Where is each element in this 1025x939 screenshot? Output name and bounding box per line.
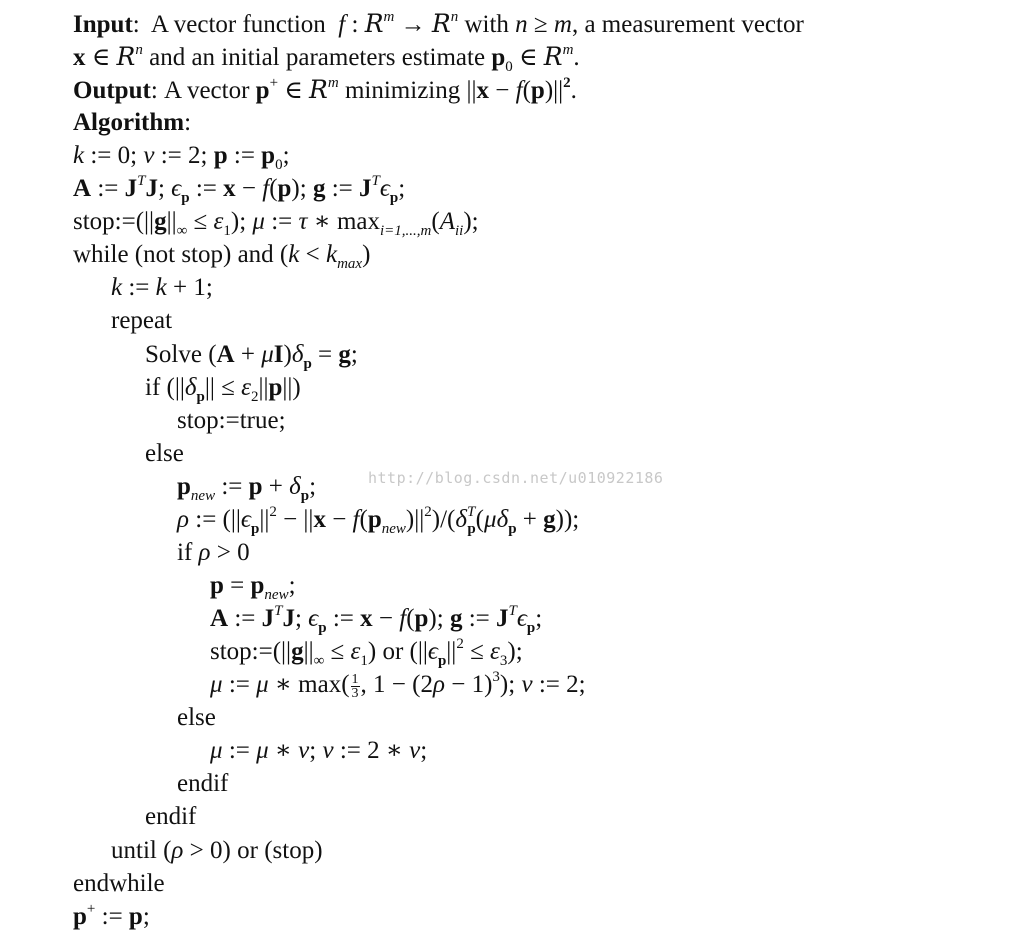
if-rho-word: if bbox=[177, 539, 193, 566]
until-word: until bbox=[111, 837, 157, 864]
while-word: while (not stop) and ( bbox=[73, 241, 289, 268]
input-line: Input: A vector function f : $R^m \to R^n$ with n ≥ m, a measurement vector bbox=[73, 9, 804, 38]
output-desc: A vector bbox=[164, 77, 250, 104]
minimizing-word: minimizing bbox=[344, 77, 461, 104]
init-line: k := 0; ν := 2; p := $p_0$; bbox=[73, 142, 290, 173]
matrix-init-line: A := $J^TJ$; $\epsilon_p$ := x − f(p); g := $J^T\epsilon_p$; bbox=[73, 173, 406, 206]
algorithm-line: Algorithm: bbox=[73, 109, 192, 136]
endwhile-line bbox=[73, 868, 165, 900]
result-line: p+ := p; bbox=[73, 901, 150, 930]
else-word: else bbox=[145, 440, 184, 467]
stop-update-word: stop:=( bbox=[210, 638, 282, 665]
k-increment-line: k := k + 1; bbox=[111, 274, 213, 301]
rho-line: ρ := $(||\epsilon_p||^2 - ||x - f(p_{new})||^2)/(\delta^T_p(\mu\delta_p + g))$; bbox=[177, 504, 580, 537]
watermark-url: http://blog.csdn.net/u010922186 bbox=[368, 469, 664, 487]
else-line bbox=[145, 438, 184, 470]
until-or-word: or bbox=[237, 837, 258, 864]
until-line: until (ρ > 0) or (stop) bbox=[111, 837, 323, 864]
output-line: Output: A vector p+ ∈ $R^m$ minimizing $||x - f(p)||^2$. bbox=[73, 75, 577, 104]
stop-word: stop:=( bbox=[73, 208, 145, 235]
mu-update-line: μ := μ ∗ max( $\frac{1}{3}$ , $1 - (2\rho - 1)^3$); ν := 2; bbox=[210, 669, 586, 701]
if-word: if ( bbox=[145, 374, 175, 401]
stop-init-line: $stop:=(||g||_\infty \le \varepsilon_1)$; μ := τ ∗ $\max_{i=1,...,m}(A_{ii})$; bbox=[73, 208, 479, 239]
max-word: max bbox=[298, 671, 342, 698]
solve-word: Solve bbox=[145, 341, 202, 368]
p-new-line: $p_{new}$ := $p + \delta_p$; bbox=[177, 473, 317, 504]
outer-endif-line bbox=[145, 801, 196, 833]
inner-else-word: else bbox=[177, 704, 216, 731]
inner-endif-line bbox=[177, 768, 228, 800]
repeat-word: repeat bbox=[111, 307, 173, 334]
if-rho-line: if ρ > 0 bbox=[177, 539, 250, 566]
matrix-update-line: A := $J^TJ$; $\epsilon_p$ := x − f(p); g := $J^T\epsilon_p$; bbox=[210, 603, 543, 636]
inner-endif-word: endif bbox=[177, 770, 229, 797]
with-word: with bbox=[464, 11, 509, 38]
outer-endif-word: endif bbox=[145, 803, 197, 830]
output-heading: Output bbox=[73, 77, 151, 104]
stop-true-line bbox=[177, 405, 286, 437]
p-assign-line: $p = p_{new}$; bbox=[210, 572, 296, 603]
input-heading: Input bbox=[73, 11, 133, 38]
stop-or-word: or bbox=[382, 638, 404, 665]
stop-update-line: $stop:=(||g||_\infty \le \varepsilon_1)$ or $(||\epsilon_p||^2 \le \varepsilon_3)$; bbox=[210, 636, 523, 669]
inner-else-line bbox=[177, 702, 216, 734]
input-desc-3: and an initial parameters estimate bbox=[149, 44, 486, 71]
repeat-line bbox=[111, 305, 172, 337]
stop-true: stop:=true; bbox=[177, 407, 286, 434]
solve-line: Solve $(A + \mu I)\delta_p = g$; bbox=[145, 341, 358, 372]
one-third-fraction: $\frac{1}{3}$ bbox=[351, 671, 359, 701]
until-stop-word: (stop) bbox=[264, 837, 323, 864]
input-line-2: x ∈ $R^n$ and an initial parameters estimate $p_0$ ∈ $R^m$. bbox=[73, 42, 580, 75]
mu-nu-line: μ := μ ∗ ν; ν := 2 ∗ ν; bbox=[210, 737, 428, 764]
endwhile-word: endwhile bbox=[73, 870, 165, 897]
input-desc-1: A vector function bbox=[150, 11, 326, 38]
if-delta-line: if $(||\delta_p|| \le \varepsilon_2||p||)$ bbox=[145, 374, 301, 405]
input-desc-2: a measurement vector bbox=[584, 11, 804, 38]
while-line: while (not stop) and $(k < k_{max})$ bbox=[73, 241, 371, 272]
algorithm-heading: Algorithm bbox=[73, 109, 185, 136]
